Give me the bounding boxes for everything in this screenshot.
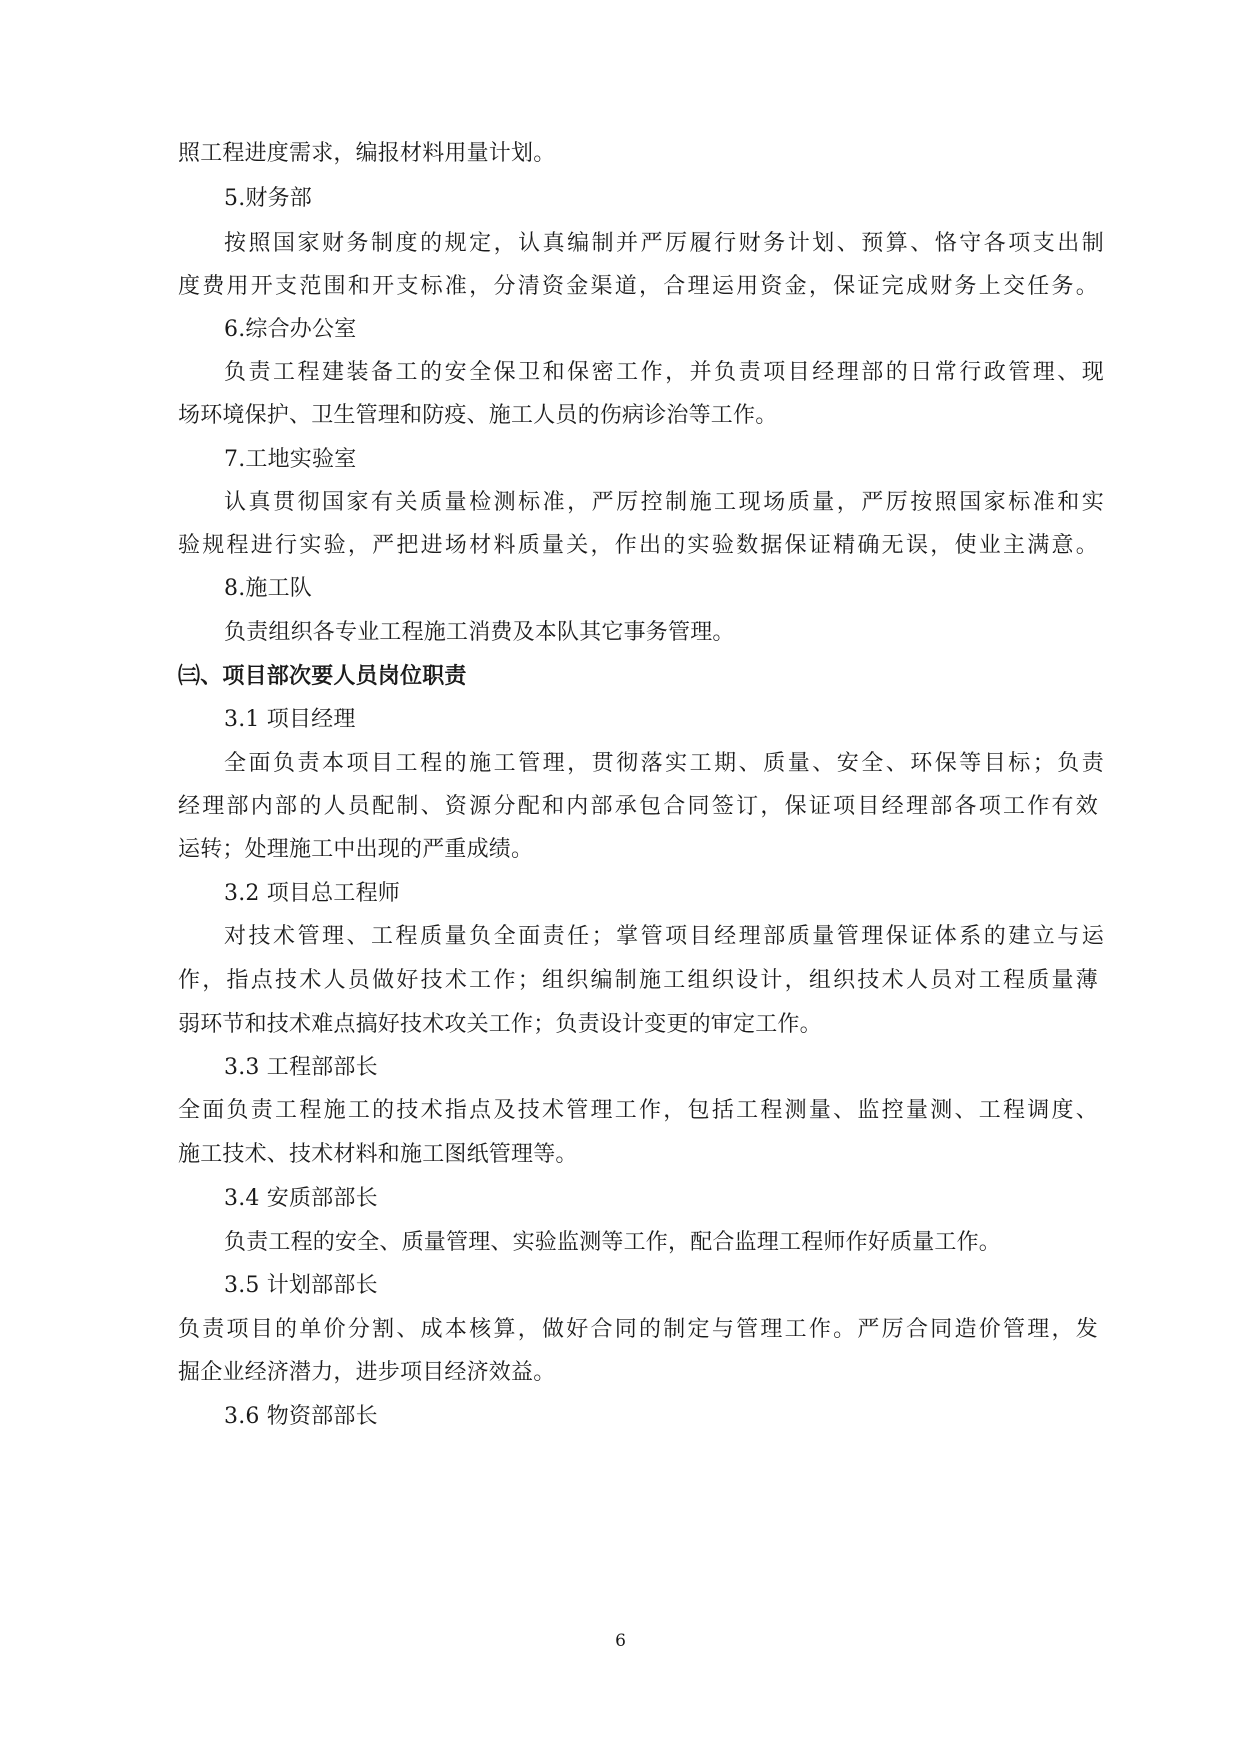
paragraph-line: 度费用开支范围和开支标准，分清资金渠道，合理运用资金，保证完成财务上交任务。 [178, 274, 1098, 299]
section-heading: ㈢、项目部次要人员岗位职责 [178, 664, 467, 689]
paragraph-line: 弱环节和技术难点搞好技术攻关工作；负责设计变更的审定工作。 [178, 1012, 822, 1037]
paragraph-line: 对技术管理、工程质量负全面责任；掌管项目经理部质量管理保证体系的建立与运 [224, 924, 1104, 949]
section-title-lab: 7.工地实验室 [224, 447, 357, 472]
paragraph-line: 验规程进行实验，严把进场材料质量关，作出的实验数据保证精确无误，使业主满意。 [178, 533, 1098, 558]
subsection-title: 3.6 物资部部长 [224, 1404, 378, 1429]
paragraph-line: 按照国家财务制度的规定，认真编制并严厉履行财务计划、预算、恪守各项支出制 [224, 231, 1104, 256]
subsection-title: 3.3 工程部部长 [224, 1055, 378, 1080]
subsection-title: 3.4 安质部部长 [224, 1186, 378, 1211]
paragraph-line: 照工程进度需求，编报材料用量计划。 [178, 141, 556, 166]
paragraph-line: 认真贯彻国家有关质量检测标准，严厉控制施工现场质量，严厉按照国家标准和实 [224, 490, 1104, 515]
paragraph-line: 作，指点技术人员做好技术工作；组织编制施工组织设计，组织技术人员对工程质量薄 [178, 968, 1098, 993]
paragraph-line: 掘企业经济潜力，进步项目经济效益。 [178, 1360, 556, 1385]
subsection-title: 3.5 计划部部长 [224, 1273, 378, 1298]
section-title-team: 8.施工队 [224, 576, 312, 601]
paragraph-line: 负责工程建装备工的安全保卫和保密工作，并负责项目经理部的日常行政管理、现 [224, 360, 1104, 385]
paragraph-line: 运转；处理施工中出现的严重成绩。 [178, 837, 534, 862]
paragraph-line: 全面负责本项目工程的施工管理，贯彻落实工期、质量、安全、环保等目标；负责 [224, 751, 1104, 776]
paragraph-line: 负责组织各专业工程施工消费及本队其它事务管理。 [224, 620, 735, 645]
page-number: 6 [615, 1631, 626, 1651]
subsection-title: 3.2 项目总工程师 [224, 881, 400, 906]
paragraph-line: 施工技术、技术材料和施工图纸管理等。 [178, 1142, 578, 1167]
paragraph-line: 场环境保护、卫生管理和防疫、施工人员的伤病诊治等工作。 [178, 403, 778, 428]
subsection-title: 3.1 项目经理 [224, 707, 356, 732]
paragraph-line: 全面负责工程施工的技术指点及技术管理工作，包括工程测量、监控量测、工程调度、 [178, 1098, 1098, 1123]
paragraph-line: 负责项目的单价分割、成本核算，做好合同的制定与管理工作。严厉合同造价管理，发 [178, 1317, 1098, 1342]
section-title-finance: 5.财务部 [224, 186, 312, 211]
paragraph-line: 经理部内部的人员配制、资源分配和内部承包合同签订，保证项目经理部各项工作有效 [178, 794, 1098, 819]
paragraph-line: 负责工程的安全、质量管理、实验监测等工作，配合监理工程师作好质量工作。 [224, 1230, 1002, 1255]
section-title-office: 6.综合办公室 [224, 317, 357, 342]
